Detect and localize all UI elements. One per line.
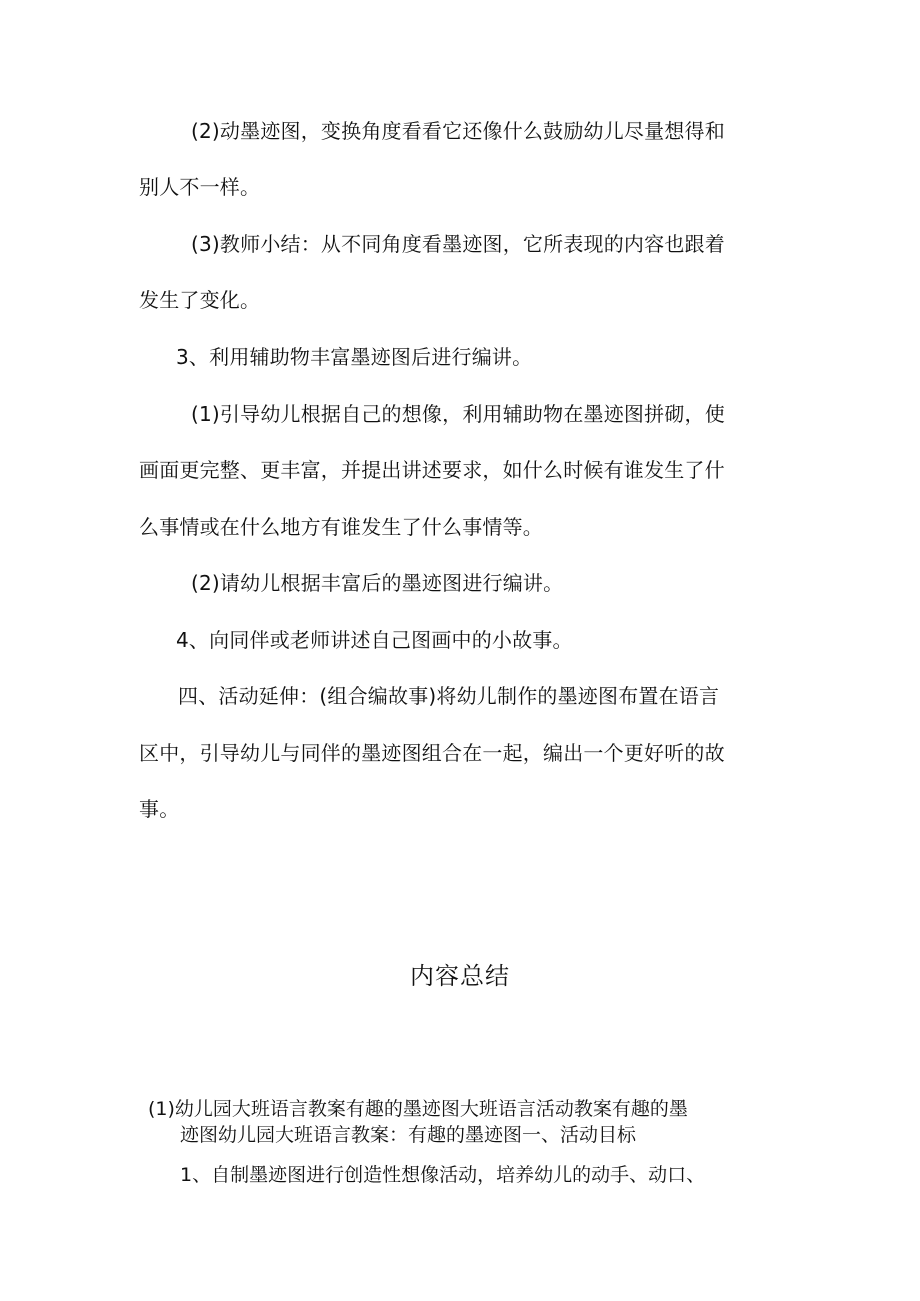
summary-line: 1、自制墨迹图进行创造性想像活动，培养幼儿的动手、动口、: [180, 1164, 706, 1186]
summary-title: 内容总结: [410, 962, 510, 990]
paragraph-line: (2)请幼儿根据丰富后的墨迹图进行编讲。: [191, 571, 564, 595]
paragraph-line: 别人不一样。: [139, 175, 261, 199]
paragraph-line: 画面更完整、更丰富，并提出讲述要求，如什么时候有谁发生了什: [139, 458, 725, 482]
paragraph-line: 区中，引导幼儿与同伴的墨迹图组合在一起，编出一个更好听的故: [139, 741, 725, 765]
paragraph-line: 事。: [139, 797, 180, 821]
paragraph-line: 么事情或在什么地方有谁发生了什么事情等。: [139, 515, 543, 539]
summary-line: 迹图幼儿园大班语言教案：有趣的墨迹图一、活动目标: [180, 1124, 637, 1146]
paragraph-line: 发生了变化。: [139, 288, 261, 312]
paragraph-line: (3)教师小结：从不同角度看墨迹图，它所表现的内容也跟着: [191, 232, 725, 256]
section-heading-line: 3、利用辅助物丰富墨迹图后进行编讲。: [176, 345, 533, 369]
summary-line: (1)幼儿园大班语言教案有趣的墨迹图大班语言活动教案有趣的墨: [148, 1098, 688, 1120]
paragraph-line: (1)引导幼儿根据自己的想像，利用辅助物在墨迹图拼砌，使: [191, 402, 725, 426]
section-heading-line: 4、向同伴或老师讲述自己图画中的小故事。: [176, 628, 573, 652]
paragraph-line: 四、活动延伸：(组合编故事)将幼儿制作的墨迹图布置在语言: [178, 684, 720, 708]
paragraph-line: (2)动墨迹图，变换角度看看它还像什么鼓励幼儿尽量想得和: [191, 119, 725, 143]
